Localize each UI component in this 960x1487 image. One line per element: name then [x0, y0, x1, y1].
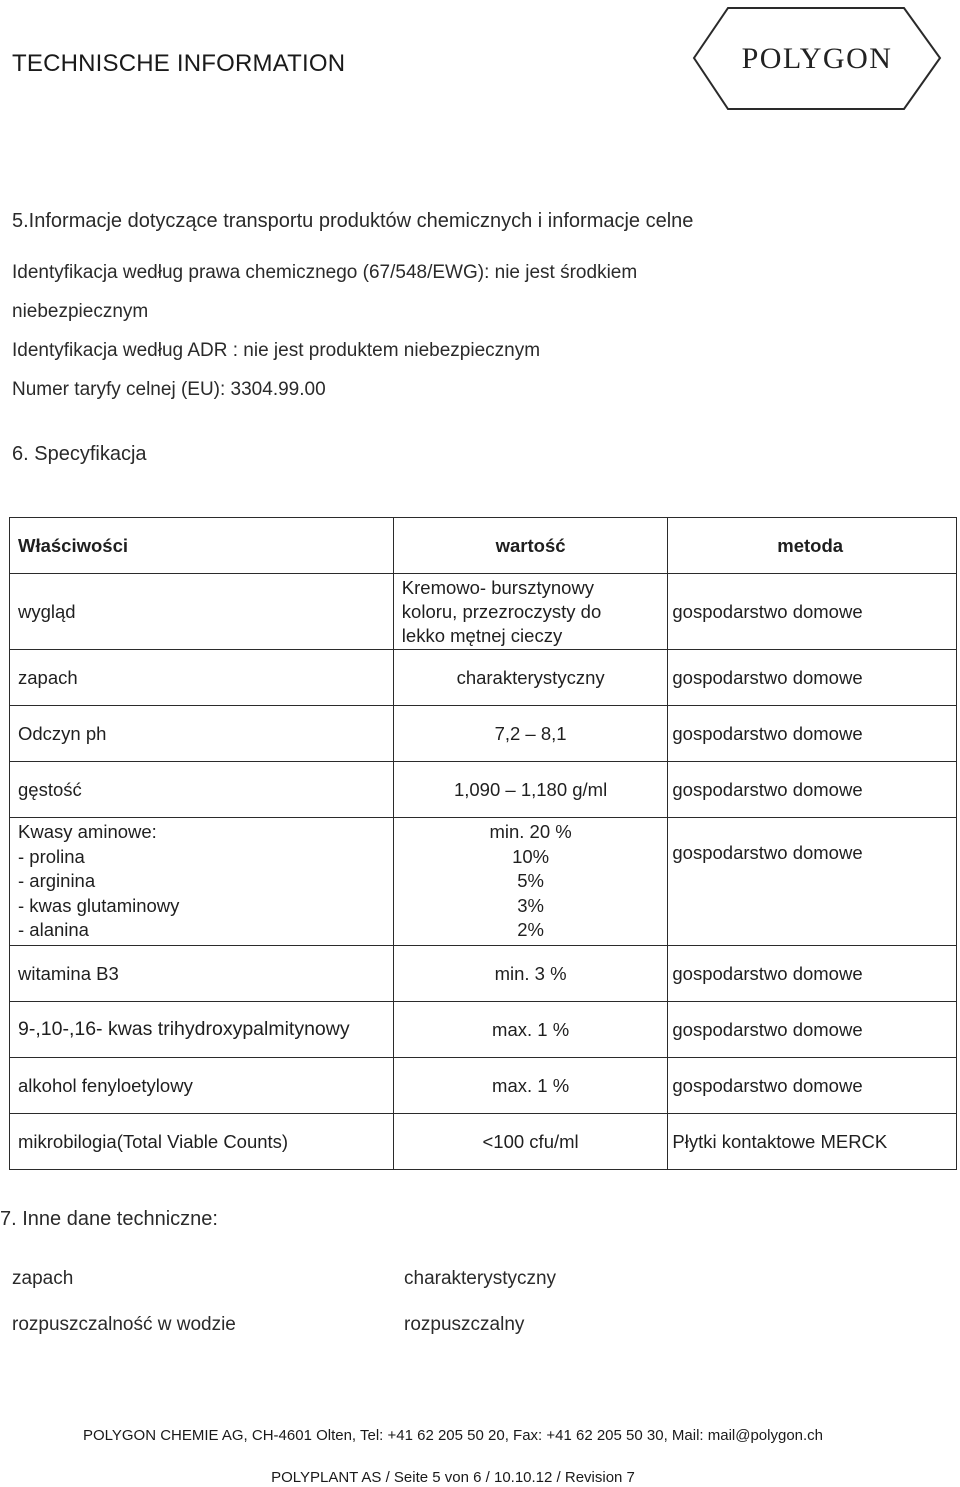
document-title: TECHNISCHE INFORMATION [12, 50, 346, 77]
header-property: Właściwości [10, 518, 394, 574]
header-method: metoda [668, 518, 957, 574]
polygon-logo [692, 6, 942, 111]
table-row [10, 1002, 957, 1058]
row-value: max. 1 % [393, 1002, 668, 1058]
row-value: <100 cfu/ml [393, 1114, 668, 1170]
row-method: gospodarstwo domowe [668, 650, 957, 706]
specification-table [9, 517, 957, 1170]
row-method: gospodarstwo domowe [668, 574, 957, 650]
section5-line-2: niebezpiecznym [12, 301, 149, 322]
row-method: gospodarstwo domowe [668, 946, 957, 1002]
table-row [10, 818, 957, 946]
row-property: Odczyn ph [10, 706, 394, 762]
row-property: zapach [10, 650, 394, 706]
table-row [10, 1058, 957, 1114]
section5-line-1: Identyfikacja według prawa chemicznego (67/548/EWG): nie jest środkiem [12, 262, 638, 283]
section5-line-3: Identyfikacja według ADR : nie jest produktem niebezpiecznym [12, 340, 541, 361]
section6-heading: 6. Specyfikacja [12, 443, 147, 465]
section5-line-4: Numer taryfy celnej (EU): 3304.99.00 [12, 379, 326, 400]
row-property: Kwasy aminowe: - prolina - arginina - kwas glutaminowy - alanina [10, 818, 394, 946]
row-property: mikrobilogia(Total Viable Counts) [10, 1114, 394, 1170]
section7-label: zapach [12, 1268, 74, 1289]
row-method: gospodarstwo domowe [668, 762, 957, 818]
section7-value: rozpuszczalny [404, 1314, 525, 1335]
row-method: gospodarstwo domowe [668, 1002, 957, 1058]
table-row [10, 1114, 957, 1170]
footer-page-info: POLYPLANT AS / Seite 5 von 6 / 10.10.12 / Revision 7 [271, 1469, 635, 1486]
row-property: witamina B3 [10, 946, 394, 1002]
table-header-row [10, 518, 957, 574]
row-value: min. 3 % [393, 946, 668, 1002]
row-property: 9-,10-,16- kwas trihydroxypalmitynowy [10, 1002, 394, 1058]
row-property: gęstość [10, 762, 394, 818]
table-row [10, 706, 957, 762]
footer-company: POLYGON CHEMIE AG, CH-4601 Olten, Tel: +41 62 205 50 20, Fax: +41 62 205 50 30, Mail: mail@polygon.ch [82, 1427, 824, 1444]
table-row [10, 650, 957, 706]
section7-value: charakterystyczny [404, 1268, 557, 1289]
row-property: wygląd [10, 574, 394, 650]
table-row [10, 946, 957, 1002]
header-value: wartość [393, 518, 668, 574]
row-property: alkohol fenyloetylowy [10, 1058, 394, 1114]
section7-heading: 7. Inne dane techniczne: [0, 1208, 218, 1230]
row-value: 1,090 – 1,180 g/ml [393, 762, 668, 818]
table-row [10, 762, 957, 818]
row-method: Płytki kontaktowe MERCK [668, 1114, 957, 1170]
row-value: 7,2 – 8,1 [393, 706, 668, 762]
row-value: max. 1 % [393, 1058, 668, 1114]
row-method: gospodarstwo domowe [668, 818, 957, 946]
section7-label: rozpuszczalność w wodzie [12, 1314, 236, 1335]
row-method: gospodarstwo domowe [668, 1058, 957, 1114]
section5-heading: 5.Informacje dotyczące transportu produktów chemicznych i informacje celne [12, 210, 694, 232]
row-value: Kremowo- bursztynowy koloru, przezroczysty do lekko mętnej cieczy [393, 574, 668, 650]
row-value: charakterystyczny [393, 650, 668, 706]
row-method: gospodarstwo domowe [668, 706, 957, 762]
row-value: min. 20 % 10% 5% 3% 2% [393, 818, 668, 946]
logo-text: POLYGON [741, 42, 893, 75]
table-row [10, 574, 957, 650]
